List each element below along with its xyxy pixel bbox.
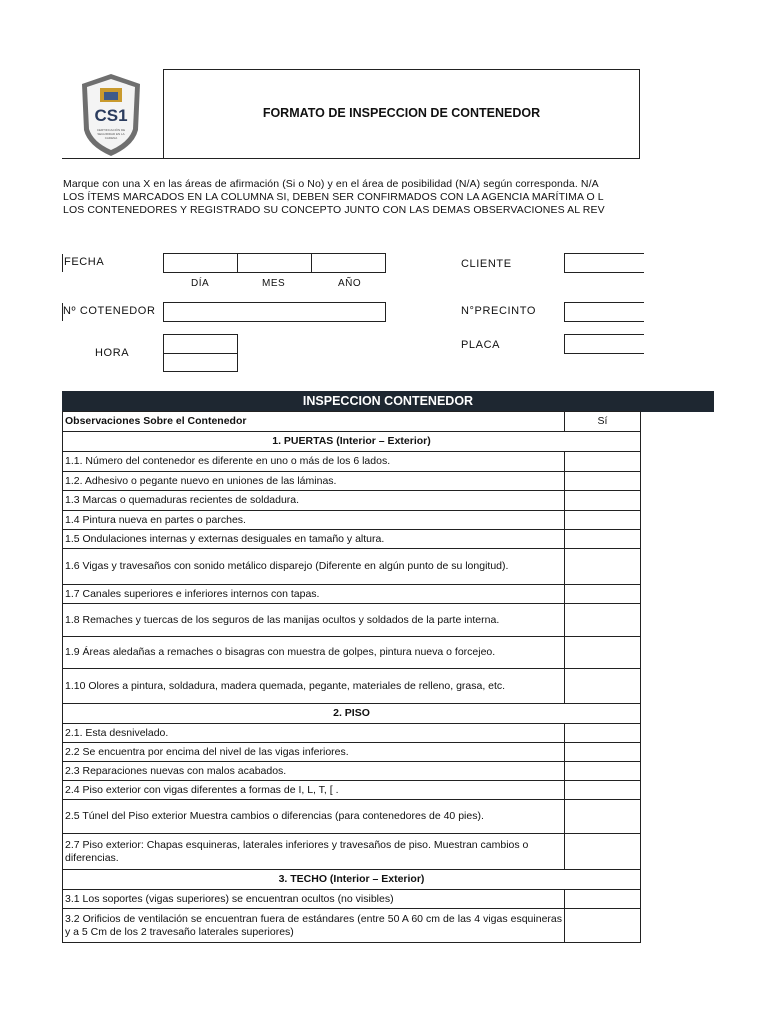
section-title-puertas: 1. PUERTAS (Interior – Exterior)	[63, 432, 641, 452]
table-row	[63, 511, 641, 530]
section-row	[63, 704, 641, 724]
placa-field[interactable]	[564, 334, 644, 354]
item-text: 2.1. Esta desnivelado.	[63, 724, 565, 743]
item-text: 3.2 Orificios de ventilación se encuentran fuera de estándares (entre 50 A 60 cm de las 4 vigas esquineras y a 5 Cm de los 2 travesaño laterales superiores)	[63, 909, 565, 943]
hora-label: HORA	[95, 347, 130, 359]
item-text: 1.8 Remaches y tuercas de los seguros de las manijas ocultos y soldados de la parte interna.	[63, 604, 565, 637]
table-row	[63, 637, 641, 669]
table-row	[63, 472, 641, 491]
si-cell[interactable]	[565, 909, 641, 943]
table-row	[63, 491, 641, 511]
observations-header: Observaciones Sobre el Contenedor	[63, 412, 565, 432]
fecha-mes-field[interactable]	[237, 253, 312, 273]
company-logo	[78, 72, 144, 158]
table-row	[63, 834, 641, 870]
si-cell[interactable]	[565, 834, 641, 870]
inspection-title: INSPECCION CONTENEDOR	[62, 391, 714, 412]
table-row	[63, 724, 641, 743]
contenedor-label: Nº COTENEDOR	[63, 305, 156, 317]
table-row	[63, 909, 641, 943]
section-row	[63, 870, 641, 890]
mes-label: MES	[262, 278, 286, 289]
instructions-line-2: LOS ÍTEMS MARCADOS EN LA COLUMNA SI, DEBEN SER CONFIRMADOS CON LA AGENCIA MARÍTIMA O L	[63, 191, 604, 203]
item-text: 2.4 Piso exterior con vigas diferentes a formas de I, L, T, [ .	[63, 781, 565, 800]
title-box	[163, 69, 640, 159]
fecha-marker	[62, 254, 63, 272]
table-row	[63, 781, 641, 800]
si-cell[interactable]	[565, 452, 641, 472]
item-text: 1.10 Olores a pintura, soldadura, madera quemada, pegante, materiales de relleno, grasa, etc.	[63, 669, 565, 704]
section-row	[63, 432, 641, 452]
instructions-line-1: Marque con una X en las áreas de afirmación (Si o No) y en el área de posibilidad (N/A) según corresponda. N/A	[63, 178, 599, 190]
dia-label: DÍA	[191, 278, 210, 289]
item-text: 1.7 Canales superiores e inferiores internos con tapas.	[63, 585, 565, 604]
si-cell[interactable]	[565, 743, 641, 762]
header-underline	[62, 158, 164, 159]
table-header-row	[63, 412, 641, 432]
item-text: 2.3 Reparaciones nuevas con malos acabados.	[63, 762, 565, 781]
item-text: 1.1. Número del contenedor es diferente en uno o más de los 6 lados.	[63, 452, 565, 472]
contenedor-field[interactable]	[163, 302, 386, 322]
fecha-ano-field[interactable]	[311, 253, 386, 273]
instructions-line-3: LOS CONTENEDORES Y REGISTRADO SU CONCEPTO JUNTO CON LAS DEMAS OBSERVACIONES AL REV	[63, 204, 605, 216]
precinto-label: N°PRECINTO	[461, 305, 536, 317]
si-cell[interactable]	[565, 762, 641, 781]
table-row	[63, 604, 641, 637]
precinto-field[interactable]	[564, 302, 644, 322]
table-row	[63, 549, 641, 585]
si-cell[interactable]	[565, 637, 641, 669]
placa-label: PLACA	[461, 339, 501, 351]
logo-caption: CERTIFICACIÓN DE SEGURIDAD EN LA CADENA	[96, 128, 126, 140]
table-row	[63, 800, 641, 834]
ano-label: AÑO	[338, 278, 362, 289]
item-text: 1.3 Marcas o quemaduras recientes de soldadura.	[63, 491, 565, 511]
cliente-field[interactable]	[564, 253, 644, 273]
si-cell[interactable]	[565, 781, 641, 800]
si-cell[interactable]	[565, 472, 641, 491]
item-text: 1.5 Ondulaciones internas y externas desiguales en tamaño y altura.	[63, 530, 565, 549]
table-row	[63, 530, 641, 549]
si-cell[interactable]	[565, 511, 641, 530]
si-cell[interactable]	[565, 549, 641, 585]
section-title-piso: 2. PISO	[63, 704, 641, 724]
si-header: Sí	[565, 412, 641, 432]
si-cell[interactable]	[565, 890, 641, 909]
si-cell[interactable]	[565, 800, 641, 834]
si-cell[interactable]	[565, 604, 641, 637]
item-text: 1.2. Adhesivo o pegante nuevo en uniones de las láminas.	[63, 472, 565, 491]
table-row	[63, 743, 641, 762]
item-text: 3.1 Los soportes (vigas superiores) se encuentran ocultos (no visibles)	[63, 890, 565, 909]
table-row	[63, 452, 641, 472]
cliente-label: CLIENTE	[461, 258, 512, 270]
si-cell[interactable]	[565, 491, 641, 511]
item-text: 2.5 Túnel del Piso exterior Muestra cambios o diferencias (para contenedores de 40 pies).	[63, 800, 565, 834]
table-row	[63, 669, 641, 704]
si-cell[interactable]	[565, 724, 641, 743]
si-cell[interactable]	[565, 669, 641, 704]
item-text: 1.9 Áreas aledañas a remaches o bisagras con muestra de golpes, pintura nueva o forcejeo.	[63, 637, 565, 669]
page-title: FORMATO DE INSPECCION DE CONTENEDOR	[262, 106, 541, 120]
si-cell[interactable]	[565, 585, 641, 604]
fecha-label: FECHA	[64, 256, 105, 268]
item-text: 2.2 Se encuentra por encima del nivel de las vigas inferiores.	[63, 743, 565, 762]
table-row	[63, 762, 641, 781]
item-text: 1.4 Pintura nueva en partes o parches.	[63, 511, 565, 530]
logo-text: CS1	[94, 106, 128, 125]
hora-field-1[interactable]	[163, 334, 238, 354]
fecha-dia-field[interactable]	[163, 253, 238, 273]
item-text: 1.6 Vigas y travesaños con sonido metálico disparejo (Diferente en algún punto de su longitud).	[63, 549, 565, 585]
table-row	[63, 890, 641, 909]
hora-field-2[interactable]	[163, 353, 238, 372]
section-title-techo: 3. TECHO (Interior – Exterior)	[63, 870, 641, 890]
inspection-table	[62, 411, 641, 943]
item-text: 2.7 Piso exterior: Chapas esquineras, laterales inferiores y travesaños de piso. Muestran cambios o diferencias.	[63, 834, 565, 870]
si-cell[interactable]	[565, 530, 641, 549]
table-row	[63, 585, 641, 604]
